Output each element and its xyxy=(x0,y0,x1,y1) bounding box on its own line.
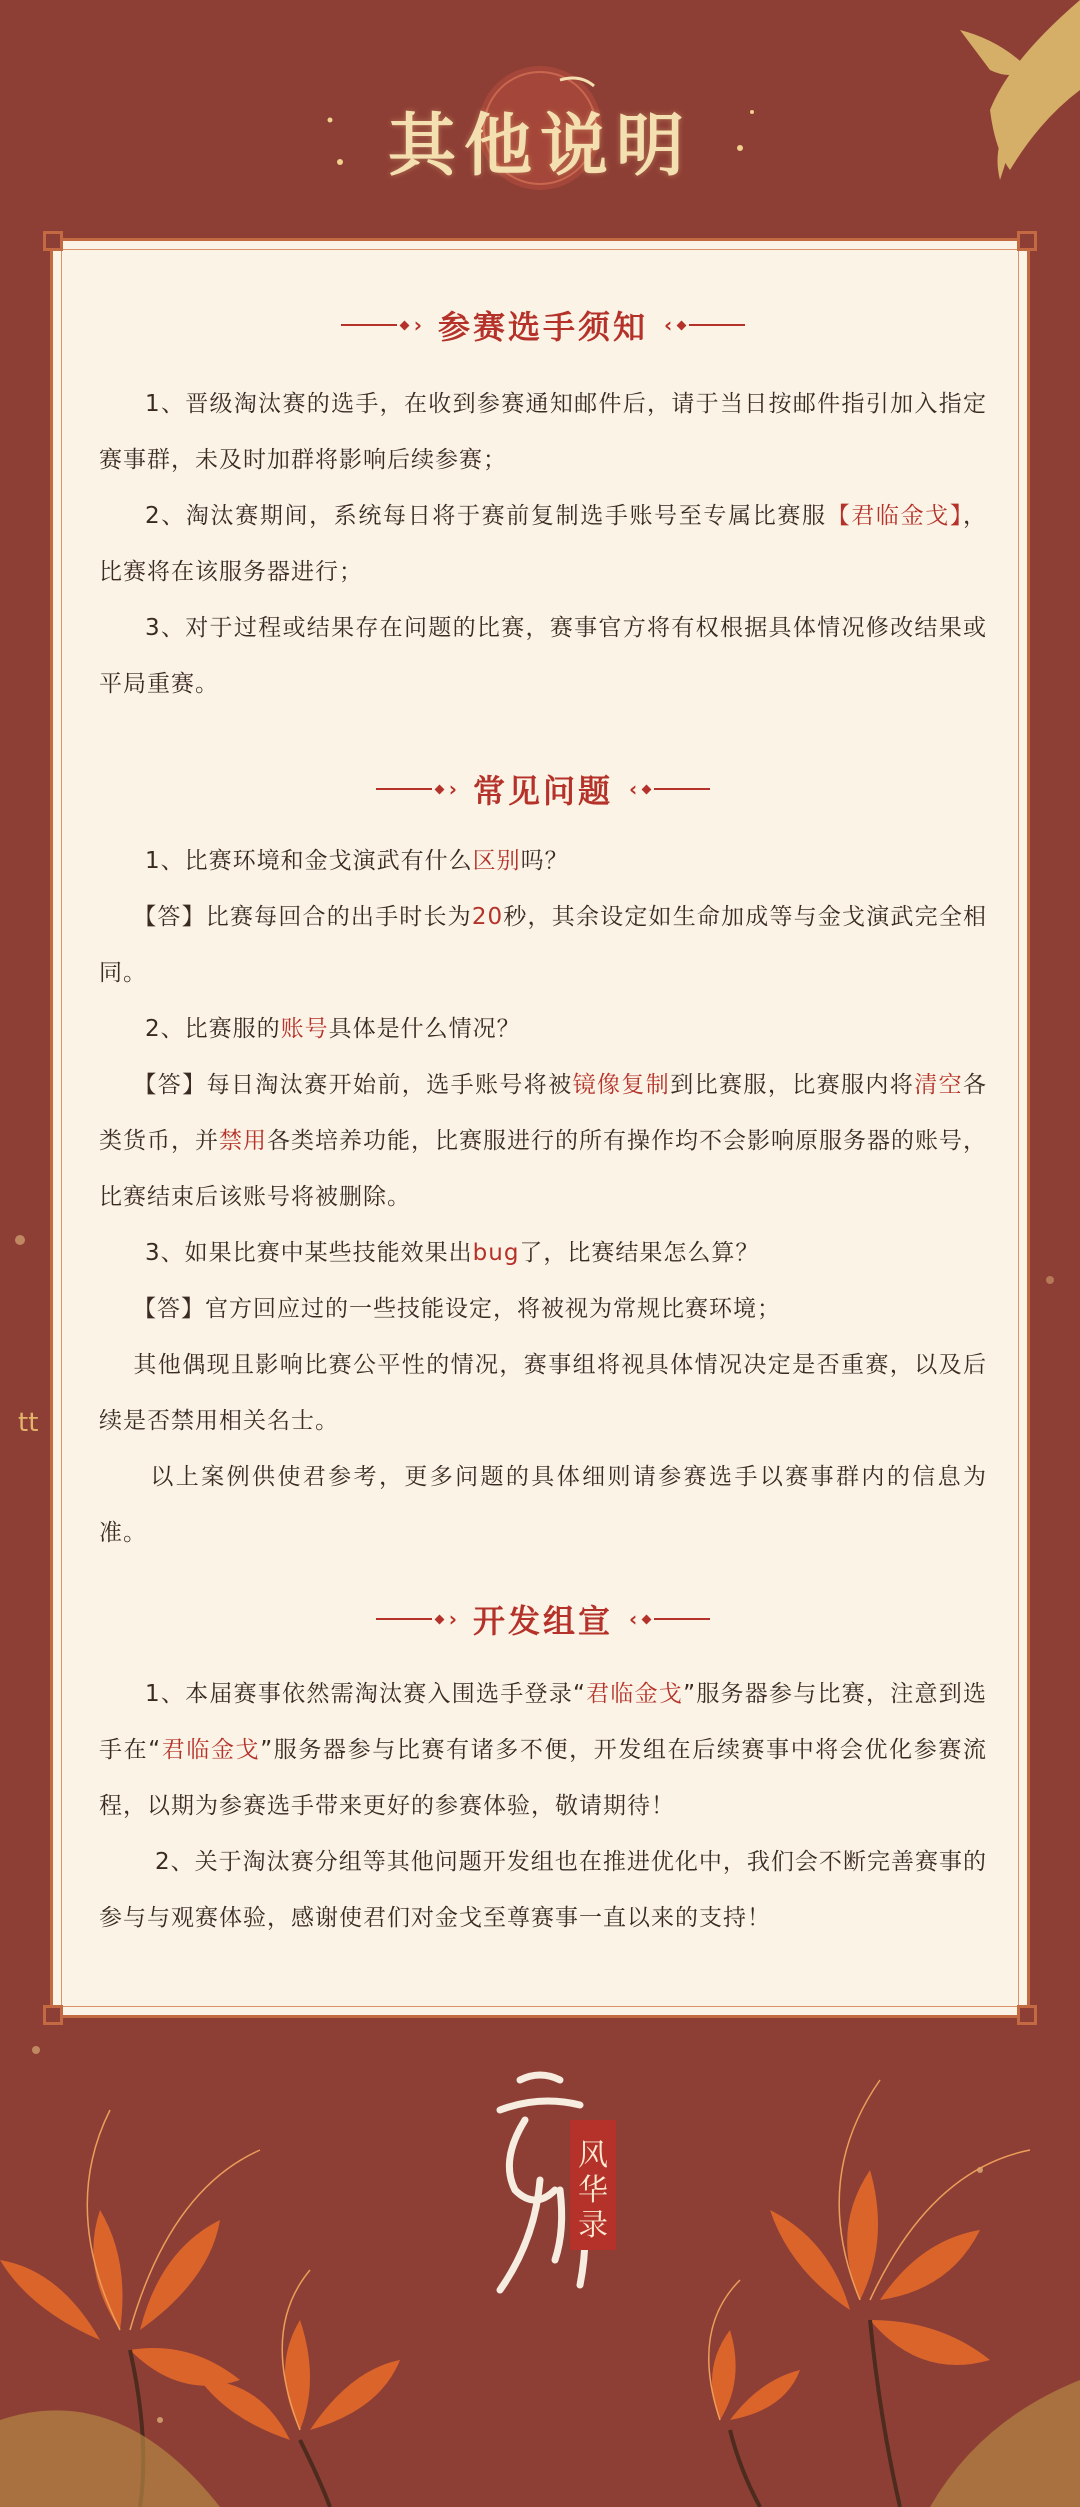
text-segment: 2、比赛服的 xyxy=(145,1016,281,1042)
heading-ornament-right: ‹ xyxy=(627,1607,710,1631)
highlight-segment: 区别 xyxy=(472,848,521,874)
faq-answer xyxy=(99,1281,987,1337)
paragraph xyxy=(99,1337,987,1449)
paragraph xyxy=(99,1666,987,1834)
text-segment: 1、比赛环境和金戈演武有什么 xyxy=(145,848,473,874)
section-title: 开发组宣 xyxy=(472,1602,613,1640)
text-segment: ”服务器参与比赛有诸多不便，开发组在后续赛事中将会优化参赛流程，以期为参赛选手带来更好的参赛体验，敬请期待！ xyxy=(99,1737,987,1819)
content-panel xyxy=(50,238,1030,2018)
text-segment: 到比赛服，比赛服内将 xyxy=(670,1072,915,1098)
text-segment: ”服务器参与比赛，注意到选手在“ xyxy=(99,1681,987,1763)
side-mark: tt xyxy=(18,1408,39,1438)
corner-ornament xyxy=(43,231,63,251)
text-segment: 1、晋级淘汰赛的选手，在收到参赛通知邮件后，请于当日按邮件指引加入指定赛事群，未及时加群将影响后续参赛； xyxy=(99,391,987,473)
section-heading-faq xyxy=(99,767,987,811)
logo-subtitle-2: 华 xyxy=(578,2173,608,2208)
corner-ornament xyxy=(1017,2005,1037,2025)
text-segment: 【答】官方回应过的一些技能设定，将被视为常规比赛环境； xyxy=(133,1296,781,1322)
faq-question xyxy=(99,833,987,889)
text-segment: 各类货币，并 xyxy=(99,1072,988,1154)
heading-ornament-right: ‹ xyxy=(627,777,710,801)
text-segment: 2、关于淘汰赛分组等其他问题开发组也在推进优化中，我们会不断完善赛事的参与与观赛体验，感谢使君们对金戈至尊赛事一直以来的支持！ xyxy=(99,1849,987,1931)
highlight-segment: 禁用 xyxy=(219,1128,267,1154)
text-segment: 各类培养功能，比赛服进行的所有操作均不会影响原服务器的账号，比赛结束后该账号将被删除。 xyxy=(99,1128,987,1210)
heading-ornament-left: › xyxy=(376,1607,459,1631)
text-segment: 秒，其余设定如生命加成等与金戈演武完全相同。 xyxy=(99,904,988,986)
logo-subtitle-3: 录 xyxy=(578,2208,608,2243)
text-segment: 3、如果比赛中某些技能效果出 xyxy=(145,1240,473,1266)
text-segment: 2、淘汰赛期间，系统每日将于赛前复制选手账号至专属比赛服 xyxy=(145,503,827,529)
paragraph xyxy=(99,1449,987,1561)
highlight-segment: 君临金戈 xyxy=(585,1681,684,1707)
highlight-segment: 账号 xyxy=(280,1016,329,1042)
section-title: 参赛选手须知 xyxy=(437,308,648,346)
text-segment: 吗？ xyxy=(520,848,569,874)
corner-ornament xyxy=(43,2005,63,2025)
corner-ornament xyxy=(1017,231,1037,251)
text-segment: ，比赛将在该服务器进行； xyxy=(99,503,987,585)
section-title: 常见问题 xyxy=(472,772,613,810)
paragraph xyxy=(99,376,987,488)
highlight-segment: 镜像复制 xyxy=(572,1072,671,1098)
paragraph xyxy=(99,1834,987,1946)
highlight-segment: 君临金戈 xyxy=(161,1737,261,1763)
highlight-segment: bug xyxy=(472,1240,520,1266)
text-segment: 以上案例供使君参考，更多问题的具体细则请参赛选手以赛事群内的信息为准。 xyxy=(99,1464,987,1546)
game-logo xyxy=(470,2060,620,2320)
heading-ornament-right: ‹ xyxy=(662,313,745,337)
paragraph xyxy=(99,488,987,600)
faq-answer xyxy=(99,1057,987,1225)
text-segment: 【答】每日淘汰赛开始前，选手账号将被 xyxy=(133,1072,573,1098)
text-segment: 3、对于过程或结果存在问题的比赛，赛事官方将有权根据具体情况修改结果或平局重赛。 xyxy=(99,615,987,697)
faq-question xyxy=(99,1001,987,1057)
text-segment: 1、本届赛事依然需淘汰赛入围选手登录“ xyxy=(145,1681,586,1707)
paragraph xyxy=(99,600,987,712)
logo-subtitle-1: 风 xyxy=(578,2138,608,2173)
page-title: 其他说明 xyxy=(387,106,692,186)
text-segment: 了，比赛结果怎么算？ xyxy=(519,1240,760,1266)
highlight-segment: 清空 xyxy=(914,1072,964,1098)
section-heading-rules xyxy=(99,303,987,347)
text-segment: 【答】比赛每回合的出手时长为 xyxy=(133,904,472,930)
faq-answer xyxy=(99,889,987,1001)
text-segment: 其他偶现且影响比赛公平性的情况，赛事组将视具体情况决定是否重赛，以及后续是否禁用相关名士。 xyxy=(99,1352,987,1434)
faq-question xyxy=(99,1225,987,1281)
highlight-segment: 【君临金戈】 xyxy=(826,503,963,529)
heading-ornament-left: › xyxy=(376,777,459,801)
highlight-segment: 20 xyxy=(471,904,504,930)
section-heading-dev-notice xyxy=(99,1597,987,1641)
heading-ornament-left: › xyxy=(341,313,424,337)
text-segment: 具体是什么情况？ xyxy=(328,1016,521,1042)
